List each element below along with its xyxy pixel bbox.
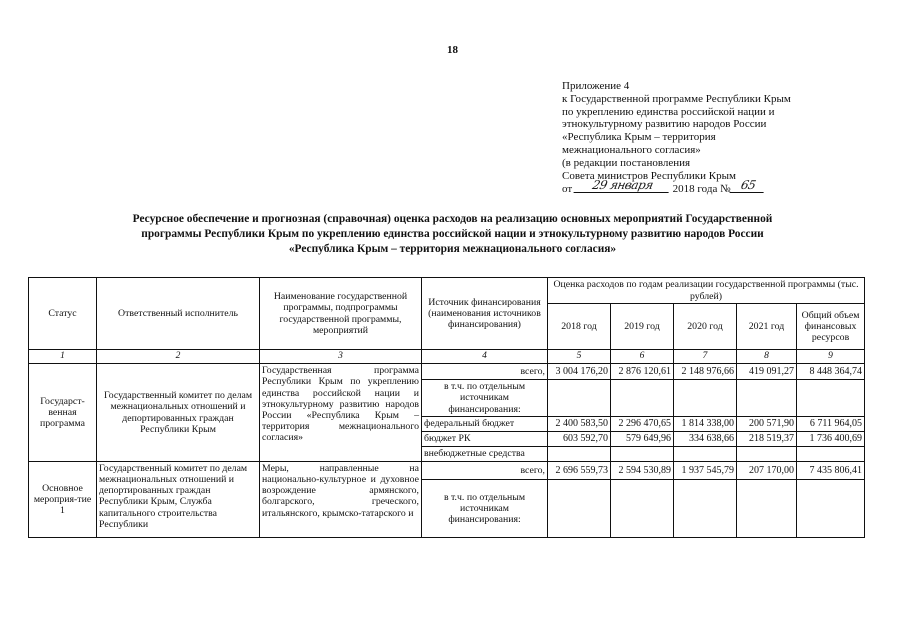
resources-table — [28, 277, 865, 538]
header-source: Источник финансирования (наименования источников финансирования) — [422, 278, 548, 350]
value-2019 — [611, 479, 674, 537]
year-label: 2018 года № — [672, 183, 731, 196]
value-total: 8 448 364,74 — [797, 364, 865, 380]
value-2020 — [674, 479, 737, 537]
value-2021 — [737, 479, 797, 537]
source-cell: бюджет РК — [422, 431, 548, 446]
column-index: 9 — [797, 350, 865, 364]
value-2021: 419 091,27 — [737, 364, 797, 380]
value-2020 — [674, 380, 737, 417]
appendix-line: (в редакции постановления — [562, 156, 691, 169]
source-cell: всего, — [422, 461, 548, 479]
value-2020: 1 937 545,79 — [674, 461, 737, 479]
status-cell: Основное мероприя-тие 1 — [29, 461, 97, 537]
value-2018 — [548, 380, 611, 417]
source-cell: всего, — [422, 364, 548, 380]
header-2019: 2019 год — [611, 304, 674, 350]
title-line: программы Республики Крым по укреплению единства российской нации и этнокультурному развитию народов России — [141, 228, 764, 240]
page-number: 18 — [447, 44, 458, 56]
appendix-line: Приложение 4 — [562, 80, 630, 92]
value-2020: 1 814 338,00 — [674, 416, 737, 431]
title-line: Ресурсное обеспечение и прогнозная (справочная) оценка расходов на реализацию основных мероприятий Государственной — [132, 213, 773, 225]
resolution-date-line — [562, 178, 862, 196]
column-index: 5 — [548, 350, 611, 364]
source-cell: в т.ч. по отдельным источникам финансирования: — [422, 479, 548, 537]
value-2018: 603 592,70 — [548, 431, 611, 446]
value-2018: 3 004 176,20 — [548, 364, 611, 380]
executor-cell: Государственный комитет по делам межнациональных отношений и депортированных граждан Республики Крым, Служба капитального строительства Республики — [97, 461, 260, 537]
column-index: 3 — [260, 350, 422, 364]
value-2021 — [737, 446, 797, 461]
handwritten-date: 29 января — [573, 179, 671, 193]
column-index: 2 — [97, 350, 260, 364]
appendix-line: Совета министров Республики Крым — [562, 169, 736, 182]
header-status: Статус — [29, 278, 97, 350]
source-cell: внебюджетные средства — [422, 446, 548, 461]
value-2020 — [674, 446, 737, 461]
header-name: Наименование государственной программы, подпрограммы государственной программы, мероприятий — [260, 278, 422, 350]
handwritten-number: 65 — [729, 179, 766, 193]
title-line: «Республика Крым – территория межнационального согласия» — [288, 243, 617, 255]
header-2020: 2020 год — [674, 304, 737, 350]
document-title — [60, 212, 845, 257]
appendix-line: к Государственной программе Республики Крым — [562, 92, 791, 105]
column-index: 8 — [737, 350, 797, 364]
value-2019: 2 876 120,61 — [611, 364, 674, 380]
value-2021: 200 571,90 — [737, 416, 797, 431]
value-2019 — [611, 446, 674, 461]
value-total — [797, 380, 865, 417]
value-total — [797, 479, 865, 537]
value-2018: 2 696 559,73 — [548, 461, 611, 479]
value-2018 — [548, 479, 611, 537]
value-total: 7 435 806,41 — [797, 461, 865, 479]
value-2021: 207 170,00 — [737, 461, 797, 479]
column-index: 4 — [422, 350, 548, 364]
executor-cell: Государственный комитет по делам межнациональных отношений и депортированных граждан Республики Крым — [97, 364, 260, 462]
header-estimate: Оценка расходов по годам реализации государственной программы (тыс. рублей) — [548, 278, 865, 304]
appendix-line: межнационального согласия» — [562, 143, 701, 156]
table-row — [29, 461, 865, 479]
from-label: от — [562, 183, 573, 196]
header-2018: 2018 год — [548, 304, 611, 350]
column-index: 7 — [674, 350, 737, 364]
value-2019: 579 649,96 — [611, 431, 674, 446]
value-2020: 2 148 976,66 — [674, 364, 737, 380]
value-total: 1 736 400,69 — [797, 431, 865, 446]
appendix-line: этнокультурному развитию народов России — [562, 118, 767, 131]
value-2021 — [737, 380, 797, 417]
source-cell: в т.ч. по отдельным источникам финансирования: — [422, 380, 548, 417]
value-total: 6 711 964,05 — [797, 416, 865, 431]
column-index: 6 — [611, 350, 674, 364]
header-executor: Ответственный исполнитель — [97, 278, 260, 350]
appendix-line: по укреплению единства российской нации и — [562, 105, 775, 118]
name-cell: Меры, направленные на национально-культурное и духовное возрождение армянского, болгарского, греческого, итальянского, крымско-татарского и — [260, 461, 422, 537]
header-2021: 2021 год — [737, 304, 797, 350]
value-2019: 2 296 470,65 — [611, 416, 674, 431]
value-total — [797, 446, 865, 461]
table-row — [29, 364, 865, 380]
status-cell: Государст-венная программа — [29, 364, 97, 462]
column-index-row — [29, 350, 865, 364]
value-2018 — [548, 446, 611, 461]
value-2020: 334 638,66 — [674, 431, 737, 446]
header-total: Общий объем финансовых ресурсов — [797, 304, 865, 350]
value-2019: 2 594 530,89 — [611, 461, 674, 479]
value-2021: 218 519,37 — [737, 431, 797, 446]
appendix-note — [562, 80, 862, 196]
value-2019 — [611, 380, 674, 417]
name-cell: Государственная программа Республики Крым по укреплению единства российской нации и этнокультурному развитию народов России «Республика Крым – территория межнационального согласия» — [260, 364, 422, 462]
source-cell: федеральный бюджет — [422, 416, 548, 431]
appendix-line: «Республика Крым – территория — [562, 131, 716, 144]
value-2018: 2 400 583,50 — [548, 416, 611, 431]
column-index: 1 — [29, 350, 97, 364]
